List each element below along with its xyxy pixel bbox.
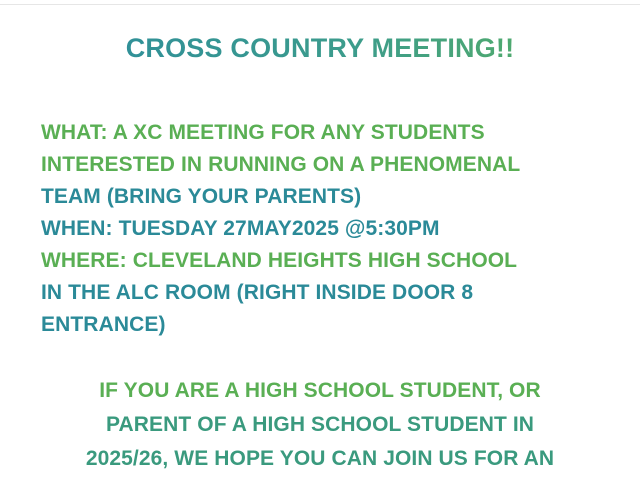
where-line-2: IN THE ALC ROOM (RIGHT INSIDE DOOR 8 bbox=[41, 281, 474, 304]
invitation-paragraph bbox=[0, 374, 640, 476]
invitation-line-2: PARENT OF A HIGH SCHOOL STUDENT IN bbox=[105, 413, 535, 436]
invitation-line-3: 2025/26, WE HOPE YOU CAN JOIN US FOR AN bbox=[85, 447, 555, 470]
invitation-line-1: IF YOU ARE A HIGH SCHOOL STUDENT, OR bbox=[99, 379, 541, 402]
what-line-1: WHAT: A XC MEETING FOR ANY STUDENTS bbox=[41, 121, 485, 144]
top-divider bbox=[0, 4, 640, 5]
when-line: WHEN: TUESDAY 27MAY2025 @5:30PM bbox=[41, 217, 440, 240]
page-title: CROSS COUNTRY MEETING!! bbox=[0, 31, 640, 65]
what-line-3: TEAM (BRING YOUR PARENTS) bbox=[41, 185, 362, 208]
where-line-3: ENTRANCE) bbox=[41, 313, 166, 336]
where-line-1: WHERE: CLEVELAND HEIGHTS HIGH SCHOOL bbox=[41, 249, 518, 272]
what-line-2: INTERESTED IN RUNNING ON A PHENOMENAL bbox=[41, 153, 521, 176]
meeting-details bbox=[41, 117, 621, 341]
